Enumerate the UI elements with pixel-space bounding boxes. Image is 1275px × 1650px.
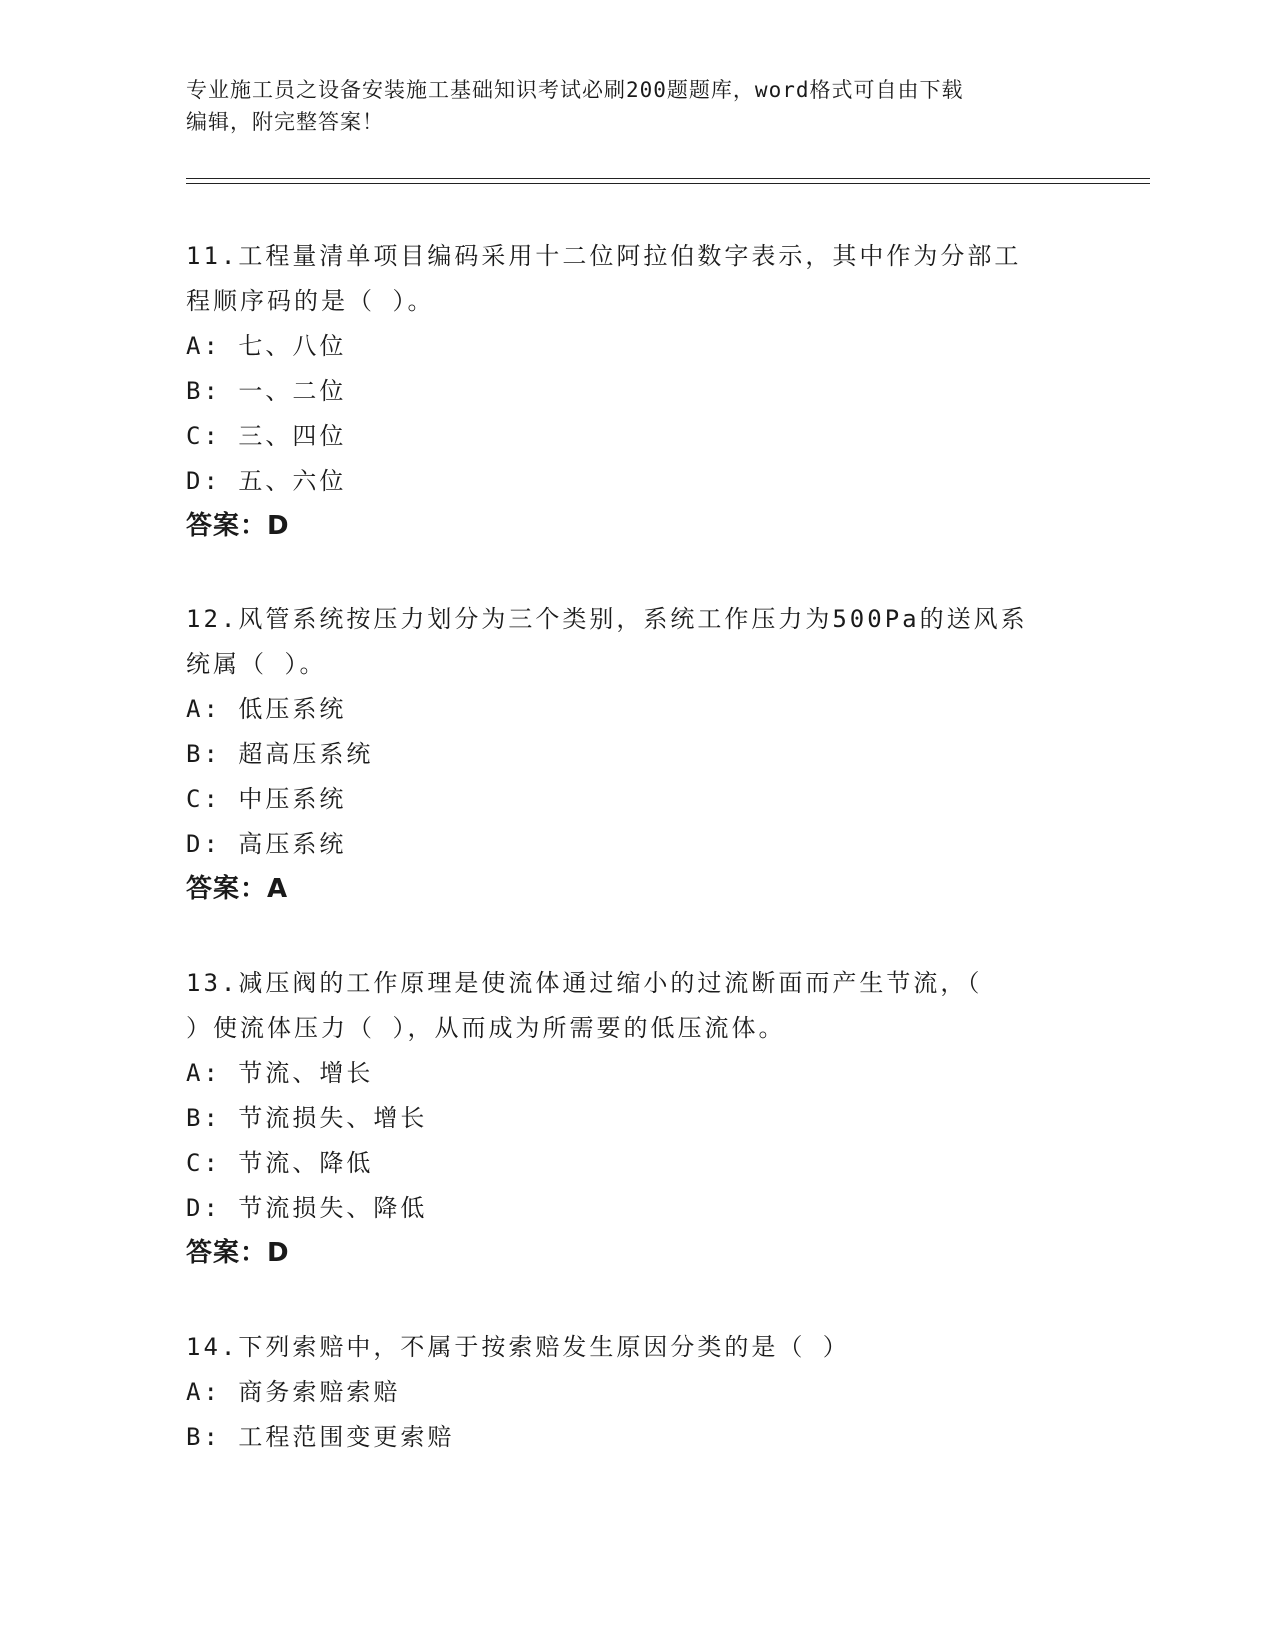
option-d: D: 高压系统 <box>186 830 347 858</box>
header-line-2: 编辑，附完整答案！ <box>186 110 384 134</box>
option-c: C: 中压系统 <box>186 785 347 813</box>
answer-label: 答案：A <box>186 874 289 904</box>
question-stem-line-1: 11.工程量清单项目编码采用十二位阿拉伯数字表示，其中作为分部工 <box>186 242 1022 270</box>
question-stem-line-2: ）使流体压力（ ），从而成为所需要的低压流体。 <box>186 1014 786 1042</box>
option-a: A: 七、八位 <box>186 332 347 360</box>
option-a: A: 低压系统 <box>186 695 347 723</box>
document-header <box>186 74 1086 138</box>
option-d: D: 五、六位 <box>186 467 347 495</box>
question-14 <box>186 1325 1086 1460</box>
question-13 <box>186 961 1086 1276</box>
option-b: B: 一、二位 <box>186 377 347 405</box>
question-stem-line-2: 统属（ ）。 <box>186 650 327 678</box>
question-stem-line-1: 13.减压阀的工作原理是使流体通过缩小的过流断面而产生节流，（ <box>186 969 983 997</box>
question-stem-line-1: 14.下列索赔中，不属于按索赔发生原因分类的是（ ） <box>186 1333 850 1361</box>
option-b: B: 超高压系统 <box>186 740 374 768</box>
option-a: A: 商务索赔索赔 <box>186 1378 401 1406</box>
header-divider-top <box>186 178 1150 179</box>
question-12 <box>186 597 1086 912</box>
option-b: B: 工程范围变更索赔 <box>186 1423 455 1451</box>
answer-label: 答案：D <box>186 511 290 541</box>
option-d: D: 节流损失、降低 <box>186 1194 428 1222</box>
option-c: C: 三、四位 <box>186 422 347 450</box>
option-a: A: 节流、增长 <box>186 1059 374 1087</box>
question-stem-line-2: 程顺序码的是（ ）。 <box>186 287 435 315</box>
header-line-1: 专业施工员之设备安装施工基础知识考试必刷200题题库，word格式可自由下载 <box>186 78 964 102</box>
header-divider-bottom <box>186 183 1150 184</box>
question-11 <box>186 234 1086 549</box>
option-c: C: 节流、降低 <box>186 1149 374 1177</box>
question-stem-line-1: 12.风管系统按压力划分为三个类别，系统工作压力为500Pa的送风系 <box>186 605 1028 633</box>
option-b: B: 节流损失、增长 <box>186 1104 428 1132</box>
answer-label: 答案：D <box>186 1238 290 1268</box>
